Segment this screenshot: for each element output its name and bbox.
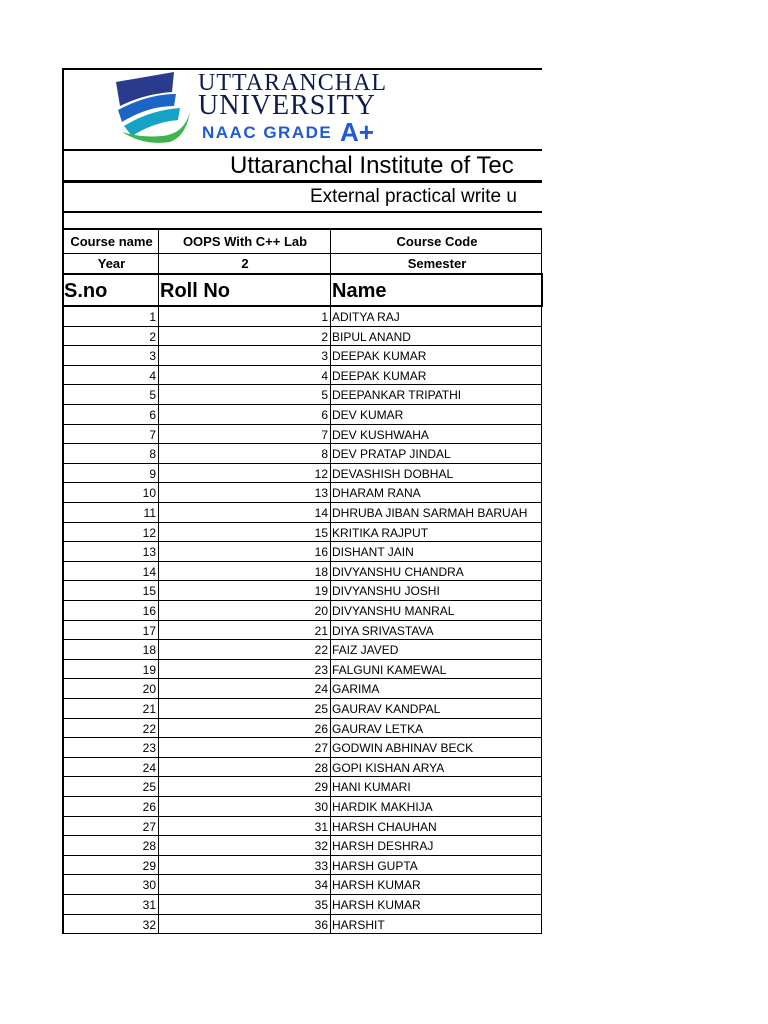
roll-no-cell: 4 — [321, 368, 328, 383]
table-row — [62, 660, 542, 680]
roll-no-cell: 19 — [314, 584, 328, 599]
name-cell: ADITYA RAJ — [332, 310, 400, 324]
name-cell: DEEPANKAR TRIPATHI — [332, 388, 462, 403]
sno-cell: 7 — [149, 427, 156, 442]
table-row — [62, 719, 542, 739]
roll-no-cell: 32 — [314, 839, 328, 854]
sno-cell: 21 — [142, 702, 156, 716]
table-row — [62, 444, 542, 464]
table-row — [62, 777, 542, 797]
roll-no-cell: 27 — [314, 741, 328, 756]
name-cell: GOPI KISHAN ARYA — [332, 760, 445, 775]
roll-no-cell: 31 — [314, 819, 328, 834]
name-cell: HARSH KUMAR — [332, 878, 421, 893]
name-cell: DEV PRATAP JINDAL — [332, 447, 451, 462]
table-row — [62, 385, 542, 405]
table-row — [62, 346, 542, 366]
roll-no-cell: 18 — [314, 564, 328, 579]
sno-cell: 3 — [149, 349, 156, 364]
sno-cell: 14 — [142, 564, 156, 579]
roll-no-cell: 24 — [314, 682, 328, 697]
table-row — [62, 915, 542, 935]
table-row — [62, 621, 542, 641]
roll-no-cell: 8 — [321, 447, 328, 462]
table-row — [62, 483, 542, 503]
table-row — [62, 503, 542, 523]
roll-no-cell: 29 — [314, 780, 328, 795]
roll-no-cell: 2 — [321, 329, 328, 344]
name-cell: BIPUL ANAND — [332, 329, 411, 344]
sno-cell: 20 — [142, 682, 156, 697]
name-cell: HARSH CHAUHAN — [332, 819, 437, 834]
roll-no-cell: 16 — [314, 545, 328, 560]
table-row — [62, 542, 542, 562]
table-row — [62, 405, 542, 425]
table-row — [62, 817, 542, 837]
year-label: Year — [97, 256, 126, 271]
university-logo — [62, 68, 542, 150]
name-cell: DEV KUSHWAHA — [332, 427, 429, 442]
sno-cell: 23 — [142, 741, 156, 756]
table-row — [62, 601, 542, 621]
sno-cell: 6 — [149, 408, 156, 422]
sno-cell: 13 — [142, 545, 156, 560]
roll-no-cell: 33 — [314, 858, 328, 873]
sno-cell: 10 — [142, 486, 156, 501]
sno-cell: 11 — [143, 506, 156, 520]
row-divider — [62, 933, 542, 934]
roll-no-cell: 7 — [321, 427, 328, 442]
sno-cell: 31 — [142, 898, 156, 912]
name-cell: HARSH GUPTA — [332, 858, 418, 873]
table-row — [62, 738, 542, 758]
institute-title: Uttaranchal Institute of Tec — [230, 152, 514, 179]
table-row — [62, 836, 542, 856]
name-cell: DIVYANSHU JOSHI — [332, 584, 440, 599]
name-cell: DISHANT JAIN — [332, 545, 414, 560]
table-row — [62, 797, 542, 817]
name-cell: DEEPAK KUMAR — [332, 349, 427, 364]
roll-no-cell: 6 — [321, 408, 328, 422]
roll-no-cell: 25 — [314, 702, 328, 716]
roll-no-cell: 13 — [314, 486, 328, 501]
name-cell: DEV KUMAR — [332, 408, 404, 422]
sno-cell: 19 — [142, 662, 156, 677]
sno-cell: 24 — [142, 760, 156, 775]
table-row — [62, 581, 542, 601]
sno-cell: 9 — [149, 466, 156, 481]
roll-no-cell: 15 — [314, 525, 328, 540]
roll-no-cell: 28 — [314, 760, 328, 775]
sno-cell: 27 — [142, 819, 156, 834]
table-row — [62, 758, 542, 778]
name-cell: DIYA SRIVASTAVA — [332, 623, 434, 638]
sno-cell: 12 — [142, 525, 156, 540]
sno-cell: 26 — [142, 800, 156, 814]
roll-no-cell: 34 — [314, 878, 328, 893]
roll-no-cell: 26 — [314, 721, 328, 736]
sno-cell: 8 — [149, 447, 156, 462]
column-header-roll-no: Roll No — [160, 280, 230, 302]
table-row — [62, 875, 542, 895]
sno-cell: 5 — [149, 388, 156, 403]
table-row — [62, 523, 542, 543]
logo-grade: A+ — [340, 117, 374, 147]
sno-cell: 16 — [142, 604, 156, 618]
practical-title: External practical write u — [310, 186, 517, 207]
name-cell: GARIMA — [332, 682, 380, 697]
course-code-label: Course Code — [396, 234, 478, 249]
roll-no-cell: 36 — [314, 917, 328, 932]
roll-no-cell: 5 — [321, 388, 328, 403]
roll-no-cell: 23 — [314, 662, 328, 677]
table-row — [62, 699, 542, 719]
name-cell: GAURAV LETKA — [332, 721, 424, 736]
sno-cell: 29 — [142, 858, 156, 873]
sno-cell: 30 — [142, 878, 156, 893]
name-cell: HARSH KUMAR — [332, 898, 421, 912]
sno-cell: 2 — [149, 329, 156, 344]
sno-cell: 17 — [142, 623, 156, 638]
table-row — [62, 679, 542, 699]
roll-no-cell: 22 — [314, 643, 328, 658]
sno-cell: 25 — [142, 780, 156, 795]
name-cell: FAIZ JAVED — [332, 643, 399, 658]
course-name-label: Course name — [70, 234, 153, 249]
header-box-right — [541, 273, 543, 307]
name-cell: HARDIK MAKHIJA — [332, 800, 433, 814]
name-cell: DIVYANSHU MANRAL — [332, 604, 455, 618]
logo-line-2: UNIVERSITY — [198, 90, 376, 121]
table-row — [62, 425, 542, 445]
table-row — [62, 640, 542, 660]
table-row — [62, 366, 542, 386]
table-row — [62, 895, 542, 915]
roll-no-cell: 12 — [314, 466, 328, 481]
sno-cell: 22 — [142, 721, 156, 736]
roll-no-cell: 35 — [314, 898, 328, 912]
sno-cell: 18 — [142, 643, 156, 658]
name-cell: KRITIKA RAJPUT — [332, 525, 429, 540]
name-cell: DHRUBA JIBAN SARMAH BARUAH — [332, 506, 528, 520]
logo-naac-grade: NAAC GRADE — [202, 123, 333, 142]
sno-cell: 4 — [149, 368, 156, 383]
sno-cell: 28 — [142, 839, 156, 854]
sno-cell: 32 — [142, 917, 156, 932]
name-cell: HARSH DESHRAJ — [332, 839, 434, 854]
table-row — [62, 562, 542, 582]
year-value: 2 — [241, 256, 249, 271]
roll-no-cell: 1 — [321, 310, 328, 324]
roll-no-cell: 14 — [314, 506, 328, 520]
name-cell: FALGUNI KAMEWAL — [332, 662, 447, 677]
roll-no-cell: 30 — [314, 800, 328, 814]
roll-no-cell: 20 — [314, 604, 328, 618]
table-row — [62, 307, 542, 327]
name-cell: DEEPAK KUMAR — [332, 368, 427, 383]
table-row — [62, 464, 542, 484]
name-cell: GAURAV KANDPAL — [332, 702, 441, 716]
column-header-name: Name — [332, 280, 387, 302]
sno-cell: 15 — [142, 584, 156, 599]
sno-cell: 1 — [149, 310, 156, 324]
roll-no-cell: 21 — [314, 623, 328, 638]
divider — [62, 228, 542, 230]
course-name-value: OOPS With C++ Lab — [182, 234, 308, 249]
table-row — [62, 327, 542, 347]
university-emblem-icon — [114, 72, 192, 146]
roll-no-cell: 3 — [321, 349, 328, 364]
semester-label: Semester — [407, 256, 467, 271]
name-cell: DEVASHISH DOBHAL — [332, 466, 454, 481]
name-cell: HANI KUMARI — [332, 780, 411, 795]
name-cell: HARSHIT — [332, 917, 385, 932]
name-cell: GODWIN ABHINAV BECK — [332, 741, 474, 756]
divider — [62, 211, 542, 213]
name-cell: DIVYANSHU CHANDRA — [332, 564, 464, 579]
logo-line-1: UTTARANCHAL — [198, 70, 388, 96]
column-header-sno: S.no — [64, 280, 108, 302]
table-row — [62, 856, 542, 876]
name-cell: DHARAM RANA — [332, 486, 421, 501]
